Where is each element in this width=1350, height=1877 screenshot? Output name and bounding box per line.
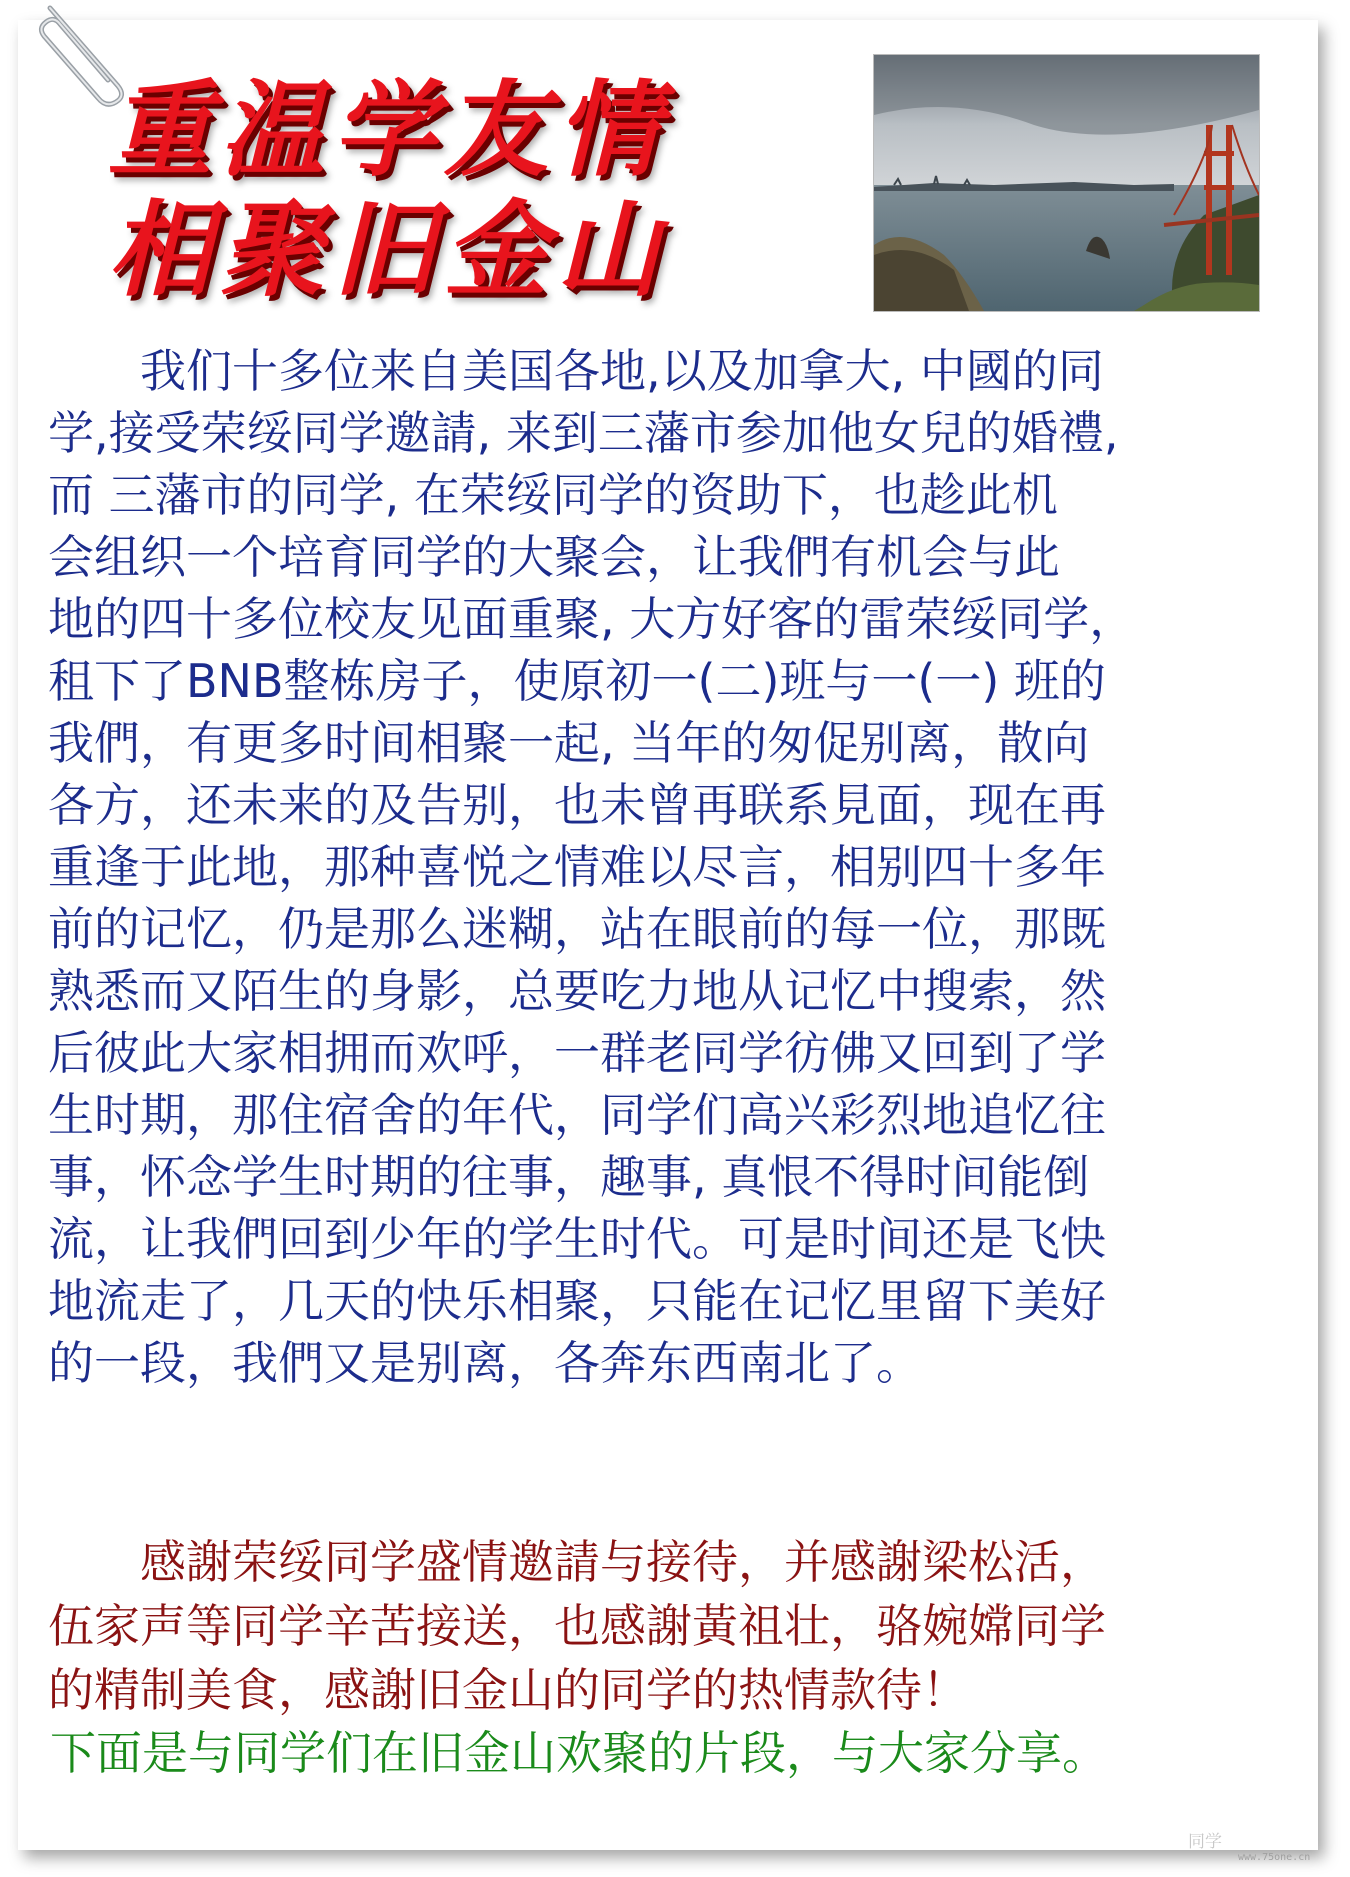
paragraph-line: 学,接受荣绥同学邀請, 来到三藩市参加他女兒的婚禮, (48, 406, 1119, 460)
golden-gate-bay-photo (874, 55, 1259, 311)
thanks-line: 的精制美食，感謝旧金山的同学的热情款待！ (48, 1663, 968, 1717)
thanks-line: 感謝荣绥同学盛情邀請与接待，并感謝梁松活， (48, 1535, 1106, 1589)
paragraph-line: 地流走了，几天的快乐相聚，只能在记忆里留下美好 (48, 1274, 1106, 1328)
thanks-paragraph (48, 1530, 1310, 1722)
footer-line: 下面是与同学们在旧金山欢聚的片段，与大家分享。 (50, 1726, 1108, 1780)
paragraph-line: 租下了BNB整栋房子，使原初一(二)班与一(一) 班的 (48, 654, 1106, 708)
watermark-text: 同学 (1188, 1832, 1222, 1852)
watermark-url: www.75one.cn (1238, 1852, 1311, 1863)
title-line-1: 重温学友情 (108, 68, 669, 191)
paragraph-line: 各方，还未来的及告别，也未曾再联系見面，现在再 (48, 778, 1106, 832)
paragraph-line: 生时期，那住宿舍的年代，同学们高兴彩烈地追忆往 (48, 1088, 1106, 1142)
paragraph-line: 事，怀念学生时期的往事，趣事, 真恨不得时间能倒 (48, 1150, 1090, 1204)
paragraph-line: 我們，有更多时间相聚一起, 当年的匆促别离，散向 (48, 716, 1090, 770)
paragraph-line: 的一段，我們又是别离，各奔东西南北了。 (48, 1336, 922, 1390)
paragraph-line: 会组织一个培育同学的大聚会，让我們有机会与此 (48, 530, 1060, 584)
paragraph-line: 后彼此大家相拥而欢呼，一群老同学彷佛又回到了学 (48, 1026, 1106, 1080)
main-paragraph (48, 340, 1310, 1394)
paragraph-line: 重逢于此地，那种喜悦之情难以尽言，相别四十多年 (48, 840, 1106, 894)
paragraph-line: 流，让我們回到少年的学生时代。可是时间还是飞快 (48, 1212, 1106, 1266)
paragraph-line: 地的四十多位校友见面重聚, 大方好客的雷荣绥同学， (48, 592, 1136, 646)
paragraph-line: 我们十多位来自美国各地,以及加拿大, 中國的同 (48, 344, 1104, 398)
paragraph-line: 前的记忆，仍是那么迷糊，站在眼前的每一位，那既 (48, 902, 1106, 956)
title-line-2: 相聚旧金山 (108, 188, 669, 311)
thanks-line: 伍家声等同学辛苦接送，也感謝黃祖壮，骆婉嫦同学 (48, 1599, 1106, 1653)
paragraph-line: 而 三藩市的同学, 在荣绥同学的资助下，也趁此机 (48, 468, 1058, 522)
paragraph-line: 熟悉而又陌生的身影，总要吃力地从记忆中搜索，然 (48, 964, 1106, 1018)
